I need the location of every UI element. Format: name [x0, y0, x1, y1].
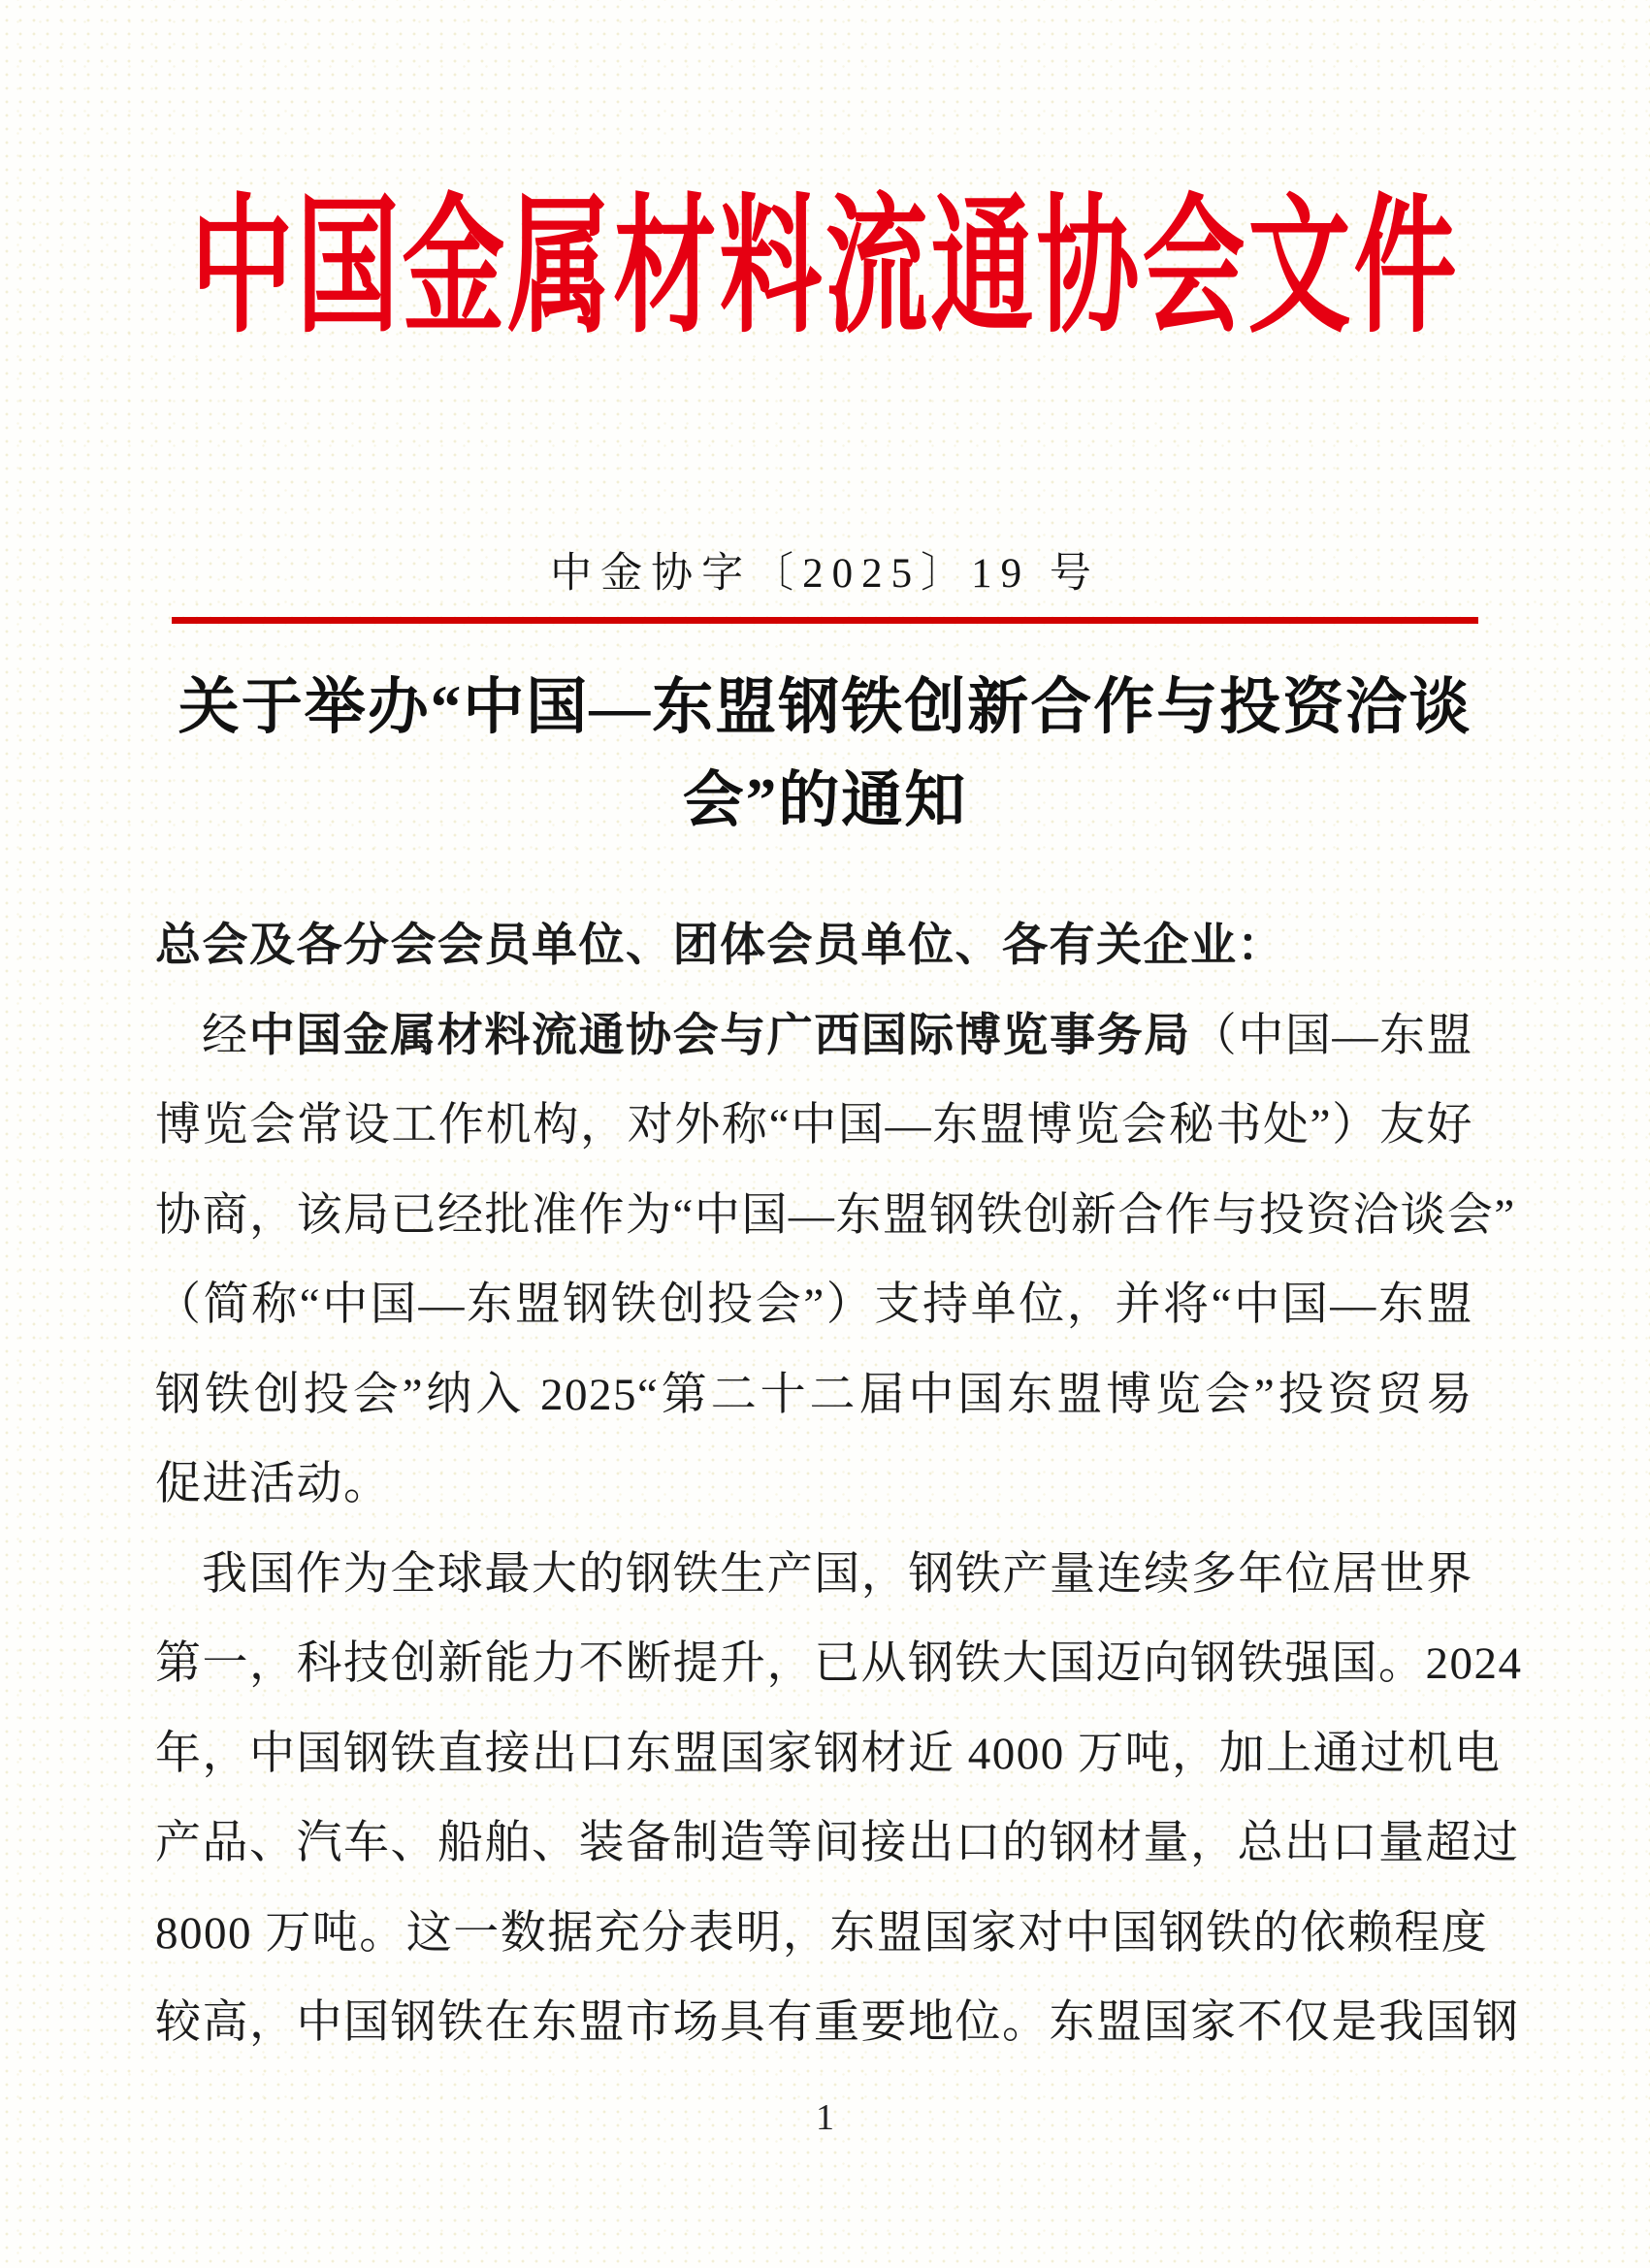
notice-title-line-1: 关于举办“中国—东盟钢铁创新合作与投资洽谈 [178, 673, 1472, 741]
body-line: 第一，科技创新能力不断提升，已从钢铁大国迈向钢铁强国。2024 [155, 1638, 1523, 1689]
bold-organization-names: 中国金属材料流通协会与广西国际博览事务局 [248, 1010, 1191, 1061]
body-line: 协商，该局已经批准作为“中国—东盟钢铁创新合作与投资洽谈会” [155, 1189, 1516, 1241]
body-line: 博览会常设工作机构，对外称“中国—东盟博览会秘书处”）友好 [155, 1100, 1473, 1150]
document-number: 中金协字〔2025〕19 号 [550, 551, 1100, 597]
document-body [155, 901, 1523, 2068]
red-divider-line [172, 617, 1478, 624]
body-line [155, 991, 1473, 1082]
notice-title [0, 661, 1650, 847]
body-line: 钢铁创投会”纳入 2025“第二十二届中国东盟博览会”投资贸易 [155, 1369, 1473, 1420]
paragraph1-line1-tail: （中国—东盟 [1190, 1010, 1474, 1061]
salutation-line: 总会及各分会会员单位、团体会员单位、各有关企业： [155, 921, 1284, 971]
body-line: 我国作为全球最大的钢铁生产国，钢铁产量连续多年位居世界 [202, 1548, 1473, 1600]
body-line: 产品、汽车、船舶、装备制造等间接出口的钢材量，总出口量超过 [155, 1818, 1520, 1868]
body-line: 8000 万吨。这一数据充分表明，东盟国家对中国钢铁的依赖程度 [155, 1907, 1489, 1959]
body-line: （简称“中国—东盟钢铁创投会”）支持单位，并将“中国—东盟 [155, 1280, 1473, 1330]
body-line: 促进活动。 [155, 1459, 391, 1509]
page-number: 1 [816, 2096, 834, 2138]
association-letterhead-title: 中国金属材料流通协会文件 [190, 185, 1460, 351]
notice-title-line-2: 会”的通知 [682, 766, 968, 834]
body-line: 年，中国钢铁直接出口东盟国家钢材近 4000 万吨，加上通过机电 [155, 1728, 1502, 1779]
body-line: 较高，中国钢铁在东盟市场具有重要地位。东盟国家不仅是我国钢 [155, 1997, 1520, 2048]
paragraph1-lead: 经 [202, 1010, 249, 1061]
